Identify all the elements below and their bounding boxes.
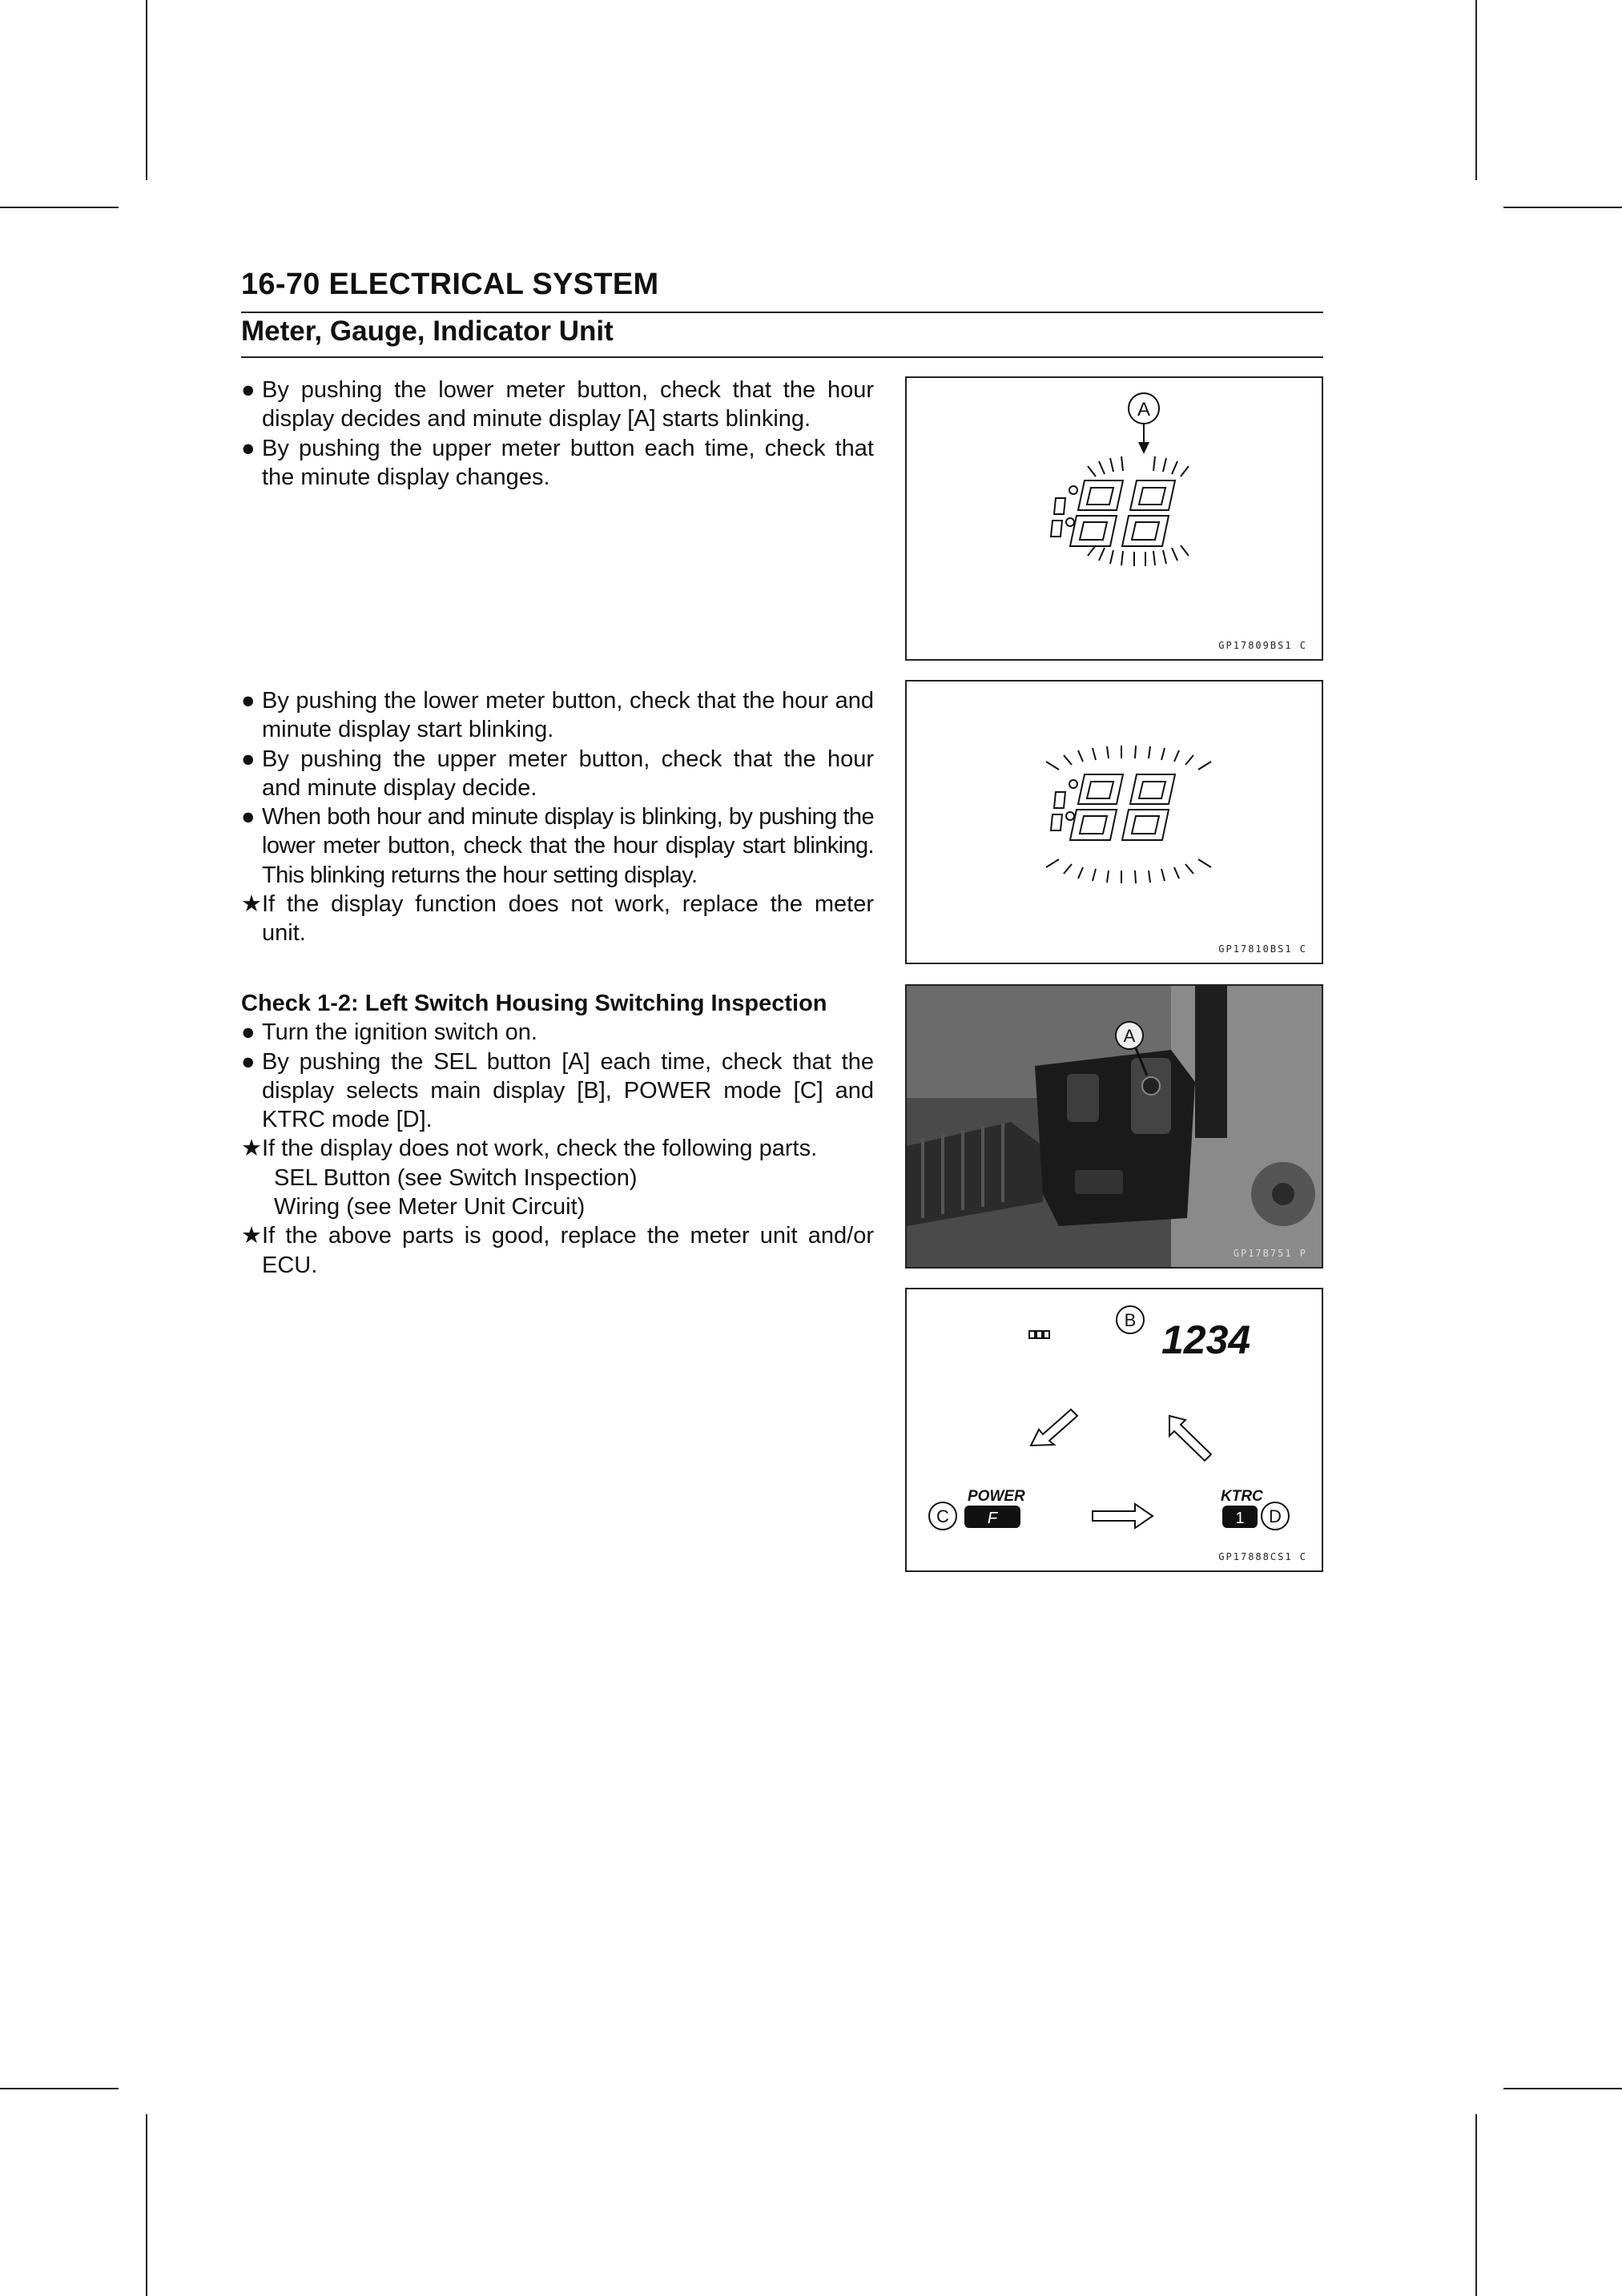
bullet-icon: ●	[241, 377, 256, 403]
odometer-small-segments	[1029, 1331, 1049, 1338]
ktrc-mode-value: 1	[1235, 1510, 1245, 1527]
arrow-icon	[1031, 1409, 1211, 1528]
part-reference: SEL Button (see Switch Inspection)	[274, 1164, 638, 1191]
list-item	[241, 1047, 874, 1135]
power-mode-label: POWER	[968, 1488, 1025, 1505]
bullet-icon: ●	[241, 1019, 256, 1046]
section-rule	[241, 356, 1323, 358]
star-icon: ★	[241, 1223, 262, 1249]
label-d-marker	[1262, 1502, 1289, 1530]
list-item-text: By pushing the SEL button [A] each time, check that the display selects main display [B], POWER mode [C] and KTRC mode [D].	[262, 1048, 874, 1133]
crop-mark	[1503, 2088, 1622, 2089]
seven-segment-digits	[1051, 481, 1175, 546]
list-item	[241, 376, 874, 434]
list-item-text: If the display does not work, check the following parts.	[262, 1136, 818, 1162]
ktrc-mode-label: KTRC	[1221, 1488, 1263, 1505]
svg-text:B: B	[1124, 1310, 1137, 1330]
list-item	[241, 802, 874, 890]
crop-mark	[1475, 2114, 1477, 2296]
crop-mark	[1475, 0, 1477, 180]
clock-display-illustration	[907, 682, 1322, 963]
crop-mark	[146, 0, 147, 180]
figure-switch-housing-photo	[905, 984, 1323, 1269]
figure-display-mode-cycle	[905, 1288, 1323, 1572]
odometer-value: 1234	[1161, 1317, 1251, 1362]
bullet-icon: ●	[241, 435, 256, 461]
label-b-marker	[1117, 1306, 1144, 1333]
list-item-text: By pushing the lower meter button, check that the hour and minute display start blinking.	[262, 688, 874, 743]
figure-code: GP17888CS1 C	[1218, 1551, 1307, 1562]
list-item	[241, 1221, 874, 1280]
svg-text:C: C	[936, 1506, 949, 1526]
header-rule	[241, 312, 1323, 313]
page-header-title: 16-70 ELECTRICAL SYSTEM	[241, 267, 659, 301]
instruction-block-3	[241, 989, 874, 1280]
crop-mark	[0, 2088, 119, 2089]
list-item-text: By pushing the upper meter button, check that the hour and minute display decide.	[262, 746, 874, 801]
clock-display-illustration	[907, 378, 1322, 659]
label-a-marker	[1129, 393, 1159, 454]
instruction-block-2	[241, 686, 874, 948]
label-c-marker	[929, 1502, 956, 1530]
list-item	[241, 890, 874, 948]
list-item-text: Turn the ignition switch on.	[262, 1019, 537, 1046]
figure-code: GP17810BS1 C	[1218, 943, 1307, 955]
figure-code: GP17809BS1 C	[1218, 640, 1307, 651]
list-item	[241, 686, 874, 745]
blink-marks	[1046, 746, 1211, 883]
crop-mark	[0, 207, 119, 208]
figure-code: GP17B751 P	[1233, 1248, 1307, 1259]
crop-mark	[146, 2114, 147, 2296]
list-item-text: When both hour and minute display is blinking, by pushing the lower meter button, check that the hour display start blinking. This blinking returns the hour setting display.	[262, 804, 874, 888]
blink-marks	[1088, 456, 1189, 566]
instruction-block-1	[241, 376, 874, 492]
list-item	[241, 1018, 874, 1047]
list-item-text: If the above parts is good, replace the meter unit and/or ECU.	[262, 1223, 874, 1278]
figure-clock-all-blinking	[905, 680, 1323, 964]
part-reference: Wiring (see Meter Unit Circuit)	[274, 1194, 586, 1220]
list-item	[241, 745, 874, 803]
section-title: Meter, Gauge, Indicator Unit	[241, 316, 614, 347]
switch-housing-photo	[907, 986, 1322, 1267]
bullet-icon: ●	[241, 804, 255, 830]
list-item	[241, 434, 874, 493]
list-item-text: By pushing the upper meter button each time, check that the minute display changes.	[262, 435, 874, 490]
star-icon: ★	[241, 891, 262, 918]
check-heading: Check 1-2: Left Switch Housing Switching Inspection	[241, 991, 827, 1016]
svg-text:A: A	[1123, 1026, 1136, 1046]
list-item	[241, 1134, 874, 1163]
list-item-text: By pushing the lower meter button, check that the hour display decides and minute display [A] starts blinking.	[262, 377, 874, 432]
bullet-icon: ●	[241, 688, 256, 714]
figure-clock-minute-blinking	[905, 376, 1323, 661]
svg-text:A: A	[1137, 399, 1151, 420]
power-mode-value: F	[987, 1510, 998, 1527]
svg-text:D: D	[1269, 1506, 1282, 1526]
display-mode-diagram	[907, 1289, 1322, 1570]
star-icon: ★	[241, 1136, 262, 1162]
bullet-icon: ●	[241, 746, 256, 772]
crop-mark	[1503, 207, 1622, 208]
seven-segment-digits	[1051, 774, 1175, 840]
list-item-text: If the display function does not work, replace the meter unit.	[262, 891, 874, 947]
bullet-icon: ●	[241, 1048, 256, 1075]
